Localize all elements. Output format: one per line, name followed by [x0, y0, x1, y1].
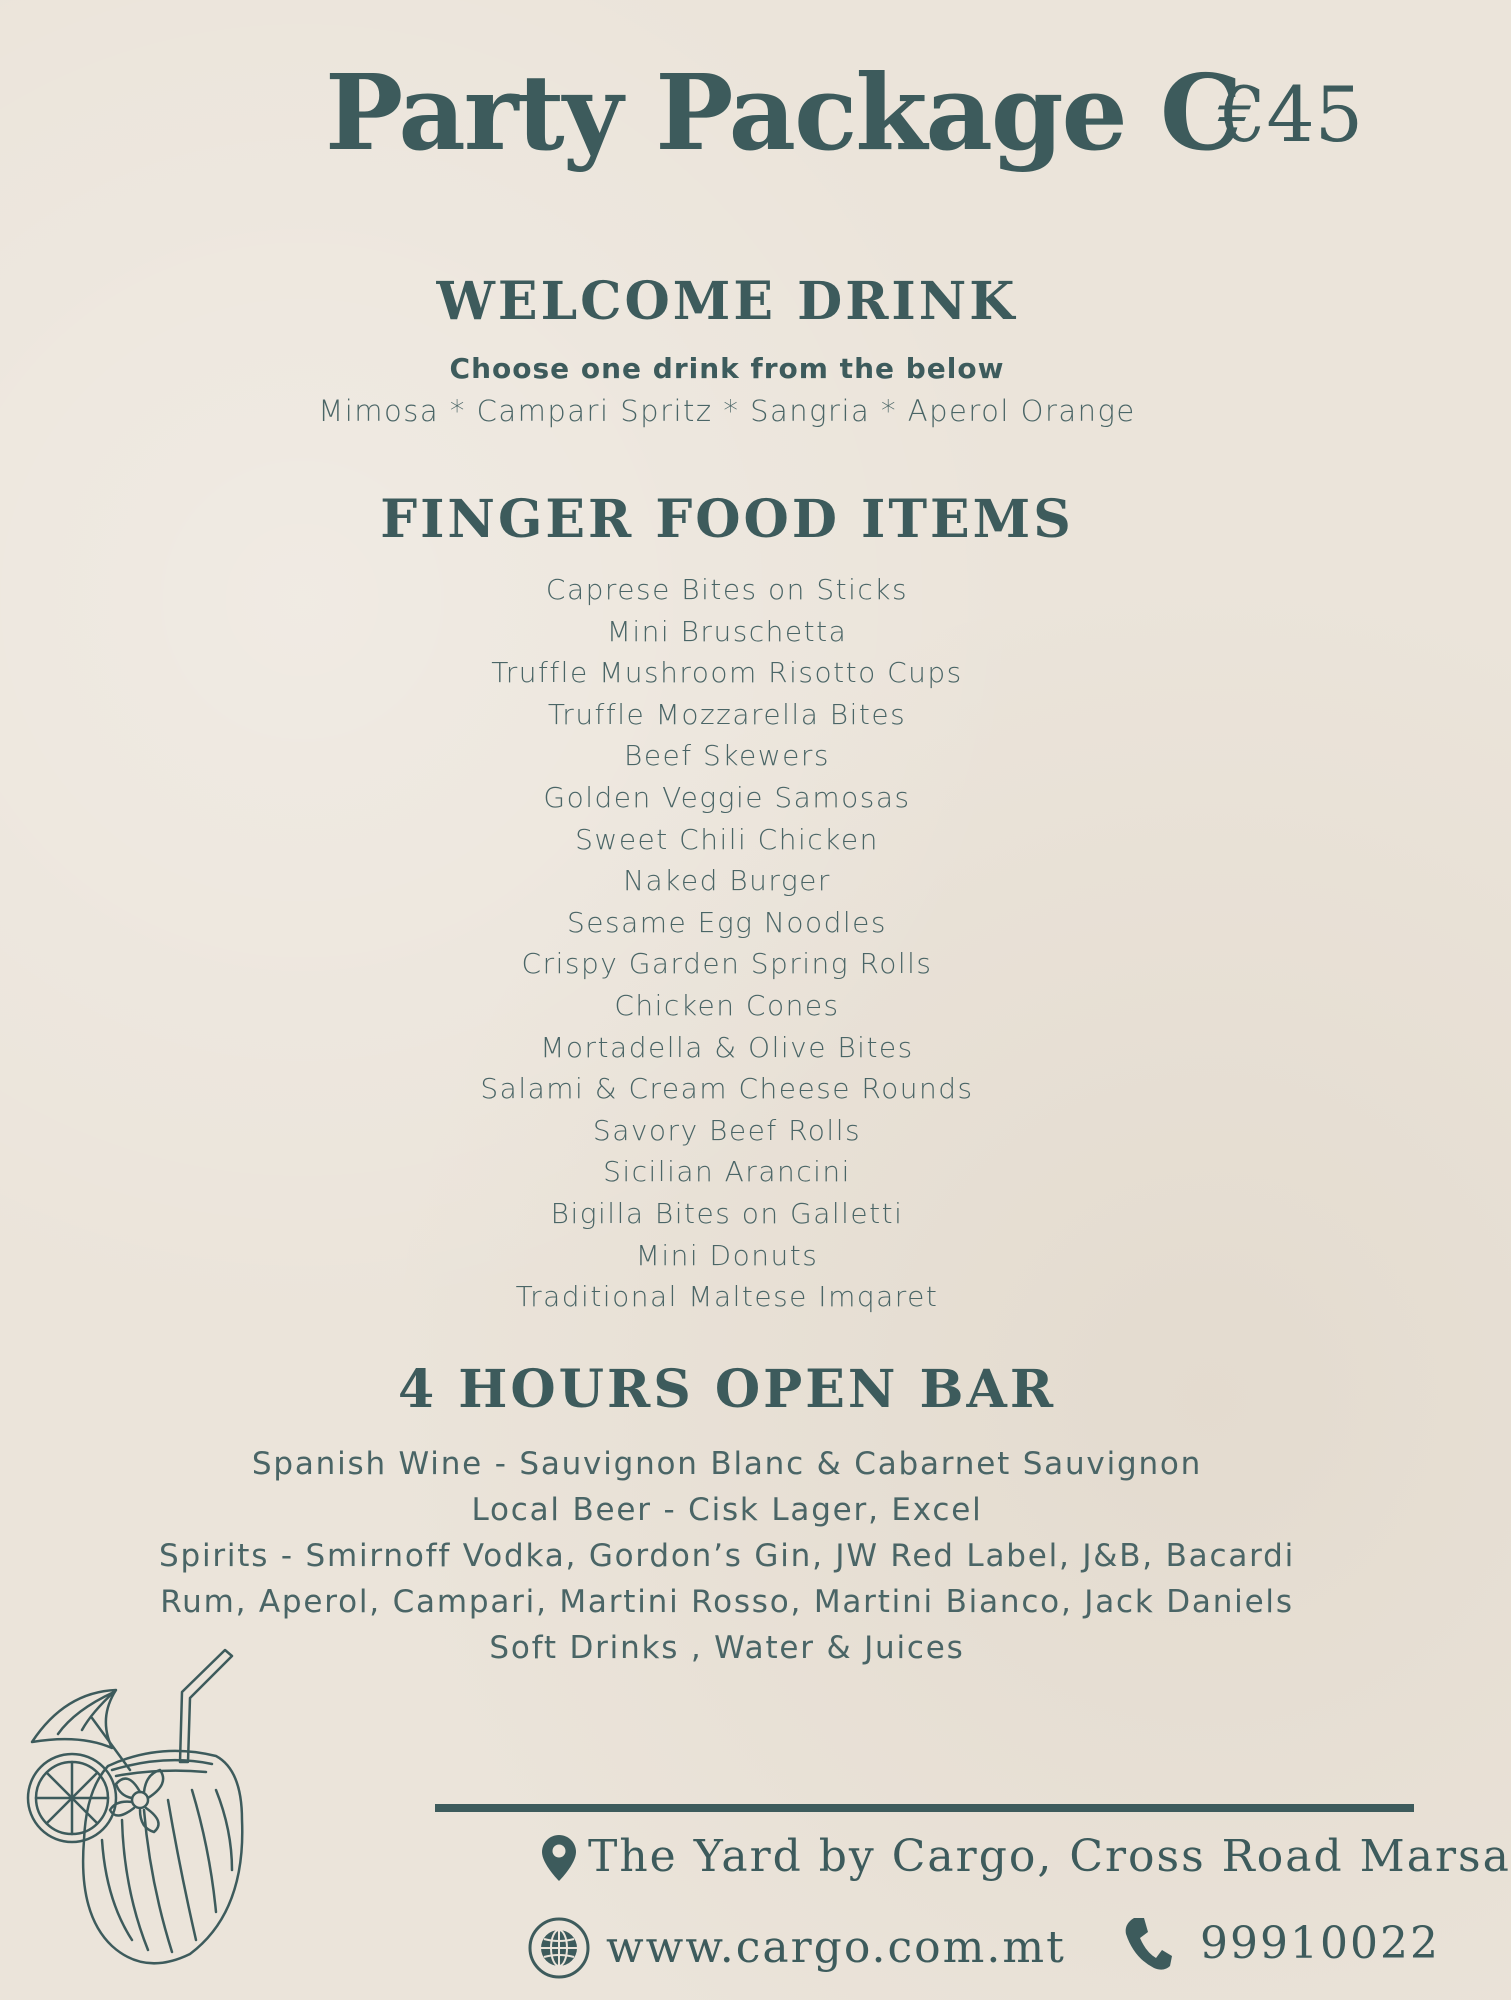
list-item: Spanish Wine - Sauvignon Blanc & Cabarnet Sauvignon: [251, 1446, 1203, 1482]
welcome-drink-instruction: Choose one drink from the below: [449, 352, 1005, 385]
list-item: Soft Drinks , Water & Juices: [489, 1630, 965, 1666]
globe-icon: [528, 1917, 590, 1979]
page-title: Party Package C: [325, 51, 1241, 174]
finger-food-list: [0, 569, 1454, 1318]
footer-divider: [435, 1804, 1414, 1812]
list-item: Crispy Garden Spring Rolls: [521, 947, 933, 981]
welcome-drink-heading: WELCOME DRINK: [436, 271, 1018, 332]
package-price: €45: [1218, 70, 1364, 159]
list-item: Truffle Mozzarella Bites: [547, 697, 907, 731]
list-item: Sesame Egg Noodles: [567, 905, 887, 939]
list-item: Mortadella & Olive Bites: [540, 1030, 914, 1064]
list-item: Spirits - Smirnoff Vodka, Gordon’s Gin, JW Red Label, J&B, Bacardi: [158, 1538, 1296, 1574]
list-item: Sicilian Arancini: [603, 1155, 851, 1189]
coconut-cocktail-illustration: [20, 1650, 300, 1980]
list-item: Naked Burger: [623, 864, 831, 898]
phone-number[interactable]: 99910022: [1200, 1918, 1440, 1969]
list-item: Local Beer - Cisk Lager, Excel: [471, 1492, 983, 1528]
list-item: Rum, Aperol, Campari, Martini Rosso, Martini Bianco, Jack Daniels: [160, 1584, 1294, 1620]
list-item: Golden Veggie Samosas: [543, 780, 911, 814]
welcome-drink-options: Mimosa * Campari Spritz * Sangria * Aperol Orange: [318, 394, 1136, 428]
phone-icon: [1124, 1916, 1172, 1972]
open-bar-list: [0, 1441, 1454, 1671]
list-item: Chicken Cones: [614, 988, 840, 1022]
list-item: Mini Donuts: [635, 1238, 819, 1272]
list-item: Sweet Chili Chicken: [575, 822, 879, 856]
list-item: Caprese Bites on Sticks: [545, 573, 909, 606]
list-item: Savory Beef Rolls: [592, 1113, 862, 1147]
map-pin-icon: [542, 1835, 576, 1881]
list-item: Beef Skewers: [624, 739, 830, 773]
open-bar-heading: 4 HOURS OPEN BAR: [397, 1359, 1057, 1420]
list-item: Traditional Maltese Imqaret: [515, 1280, 939, 1314]
finger-food-heading: FINGER FOOD ITEMS: [380, 489, 1074, 550]
list-item: Bigilla Bites on Galletti: [550, 1196, 904, 1230]
website-link[interactable]: www.cargo.com.mt: [606, 1922, 1066, 1973]
list-item: Mini Bruschetta: [606, 614, 848, 648]
venue-address: The Yard by Cargo, Cross Road Marsa: [588, 1831, 1511, 1882]
list-item: Salami & Cream Cheese Rounds: [480, 1072, 974, 1106]
list-item: Truffle Mushroom Risotto Cups: [491, 656, 963, 690]
